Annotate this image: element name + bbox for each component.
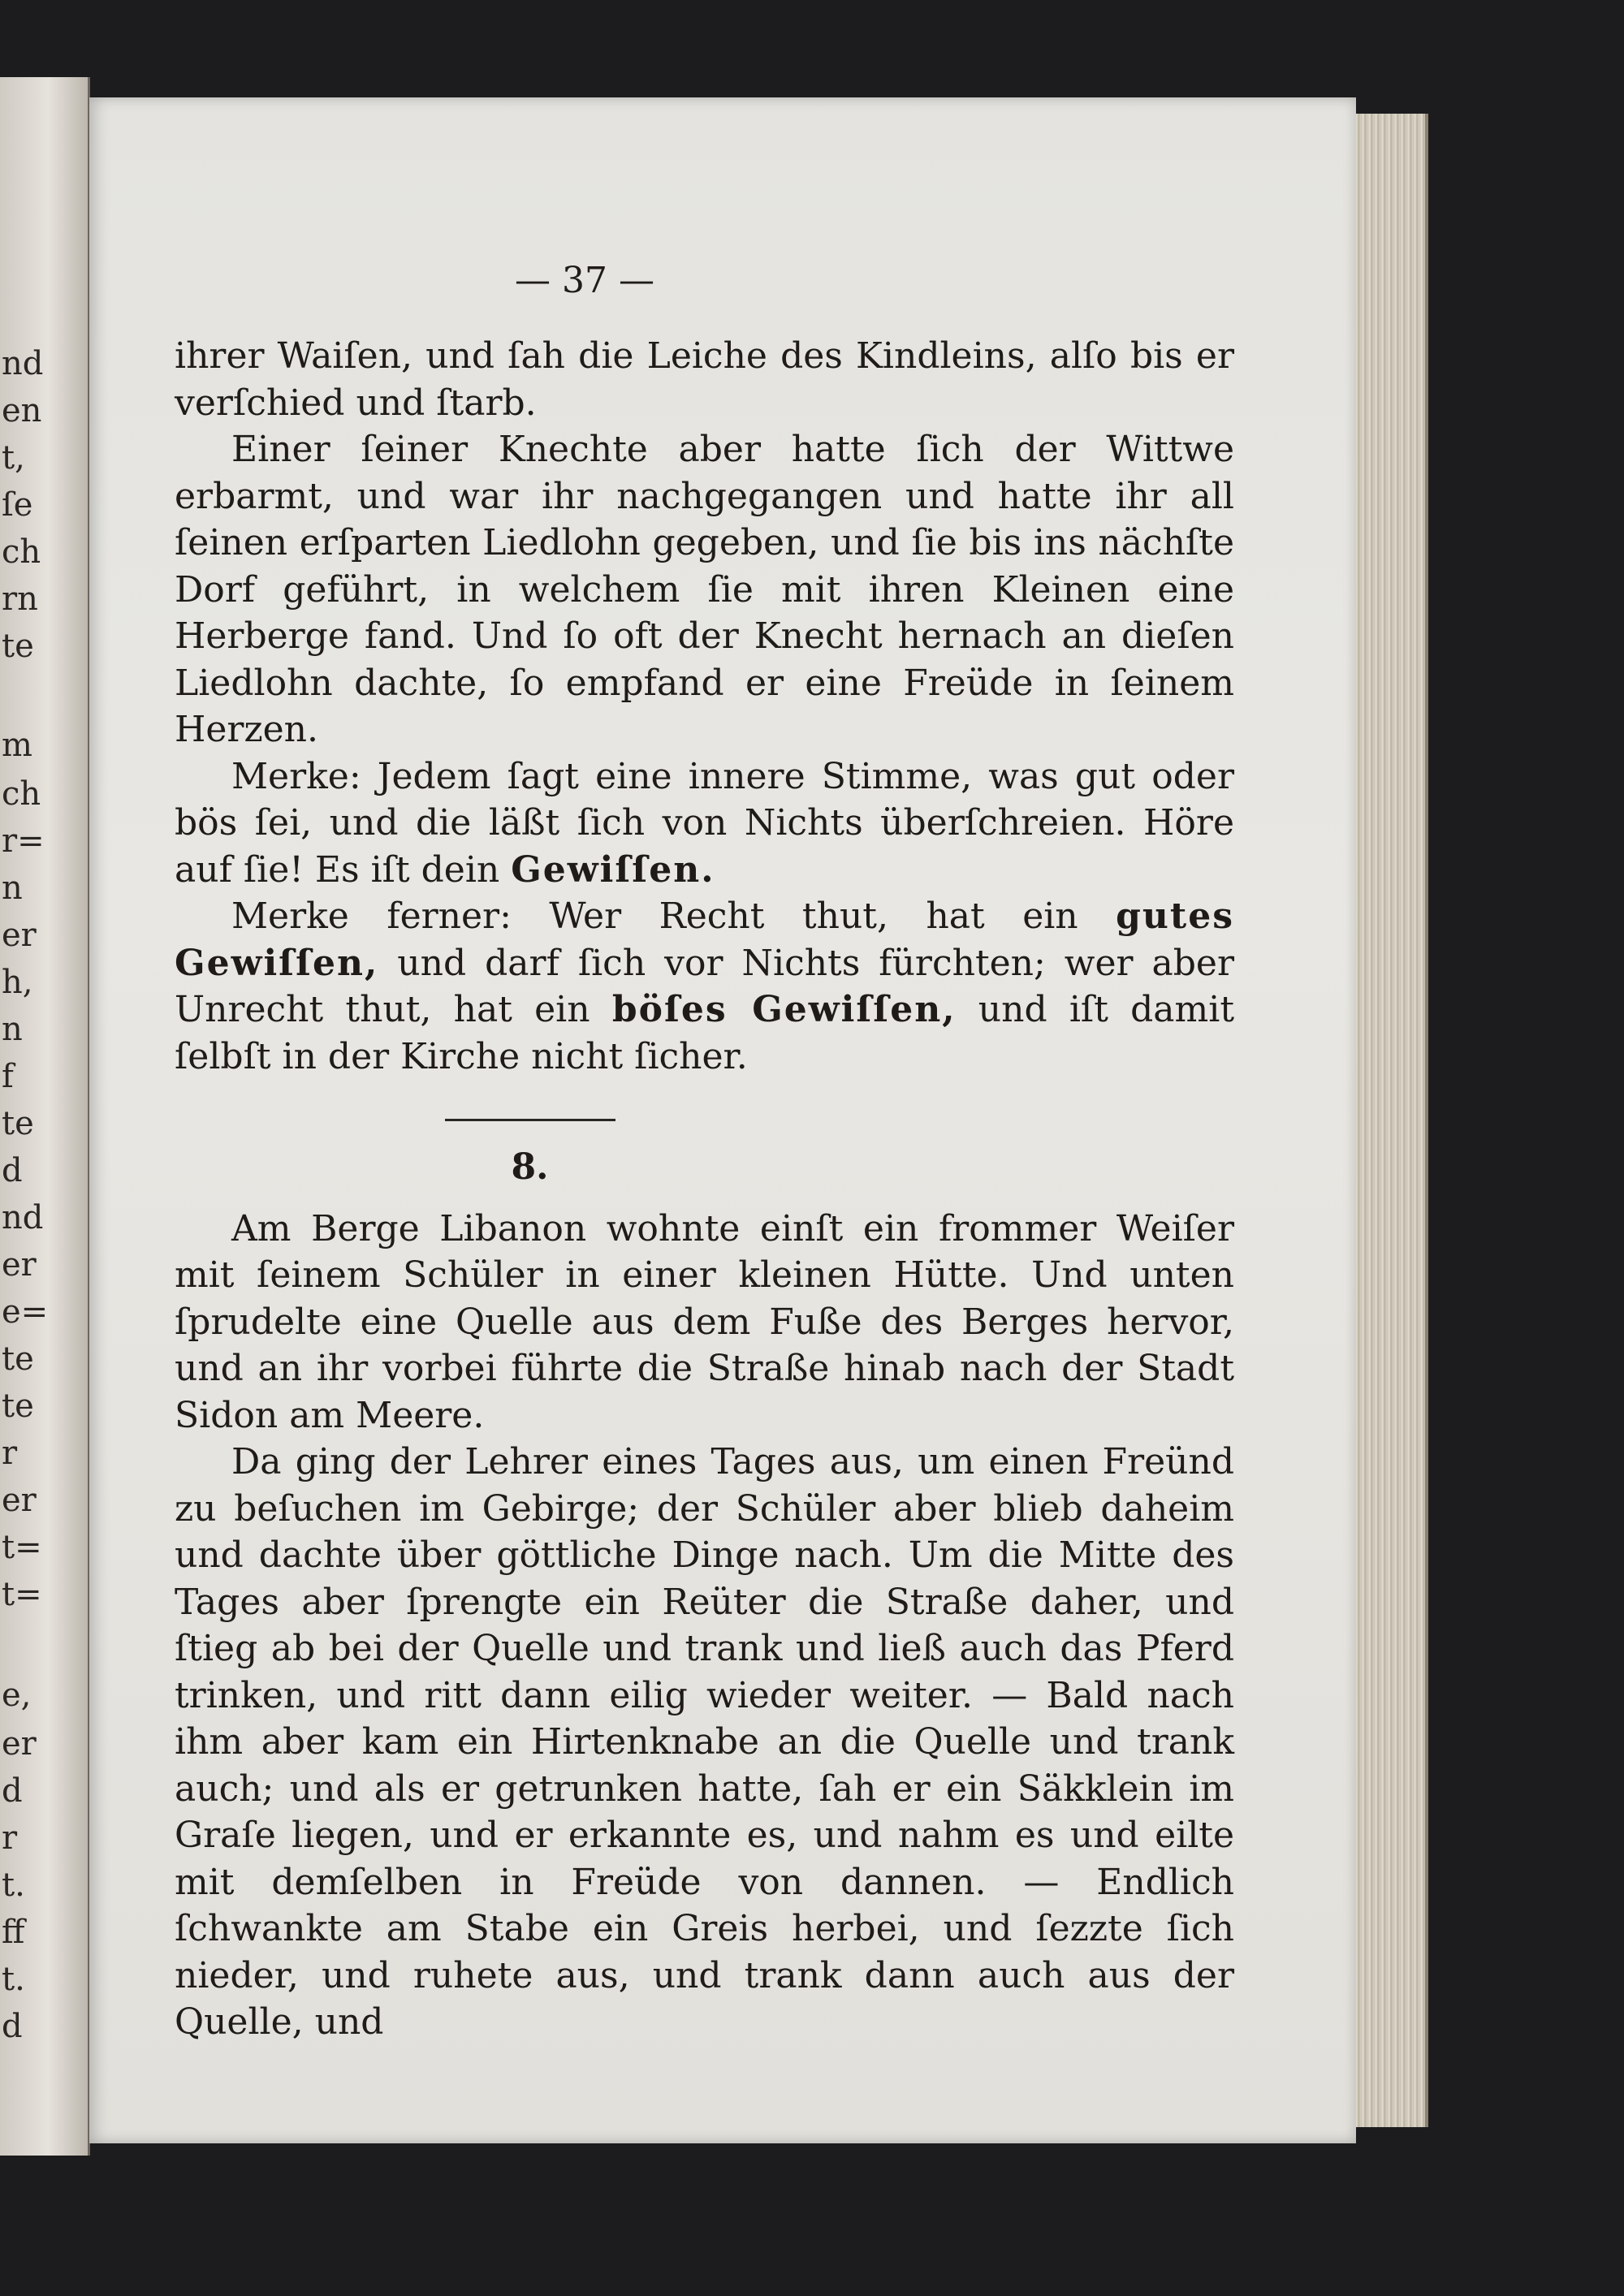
left-page-fragment: n xyxy=(2,1011,23,1048)
left-page-fragment: e, xyxy=(2,1677,32,1714)
page-text xyxy=(175,333,1234,2046)
section-number: 8. xyxy=(511,1146,549,1188)
left-page-fragment: r xyxy=(2,1819,18,1857)
left-page-fragment: rn xyxy=(2,580,38,618)
emphasized-term: böſes Gewiſſen, xyxy=(611,989,957,1030)
left-page-fragment: t. xyxy=(2,1961,25,1998)
left-page-fragment: r xyxy=(2,1435,18,1472)
paragraph xyxy=(175,333,1234,426)
paragraph-text: Merke ferner: Wer Recht thut, hat ein xyxy=(231,896,1116,937)
left-page-fragment: te xyxy=(2,1388,34,1425)
emphasized-term: Gewiſſen. xyxy=(511,848,715,891)
left-page-fragment: n xyxy=(2,870,23,907)
left-page-fragment: te xyxy=(2,1105,34,1142)
left-page-fragment: ſe xyxy=(2,486,33,524)
left-page-fragment: er xyxy=(2,1246,37,1284)
paragraph-text: und iſt damit ſelbſt in der Kirche nicht ſicher. xyxy=(175,989,1234,1077)
left-page-fragment: nd xyxy=(2,1199,44,1236)
paragraph xyxy=(175,753,1234,894)
left-page-fragment: er xyxy=(2,917,37,954)
left-page-fragment: er xyxy=(2,1725,37,1763)
left-page-fragment: ch xyxy=(2,533,41,571)
paragraph-text: und darf ſich vor Nichts fürchten; wer aber Unrecht thut, hat ein xyxy=(175,942,1234,1030)
left-page-fragment: f xyxy=(2,1058,14,1095)
left-page xyxy=(0,77,90,2156)
paragraph xyxy=(175,893,1234,1080)
paragraph xyxy=(175,1439,1234,2046)
left-page-fragment: t, xyxy=(2,439,25,477)
paragraph-text: Einer ſeiner Knechte aber hatte ſich der Wittwe erbarmt, und war ihr nachgegangen und hatte ihr all ſeinen erſparten Liedlohn gegeben, und ſie bis ins nächſte Dorf geführt, in welchem ſie mit ihren Kleinen eine Herberge fand. Und ſo oft der Knecht hernach an dieſen Liedlohn dachte, ſo empfand er eine Freüde in ſeinem Herzen. xyxy=(175,429,1234,750)
left-page-fragment: d xyxy=(2,1772,23,1810)
paragraph-text: Merke: Jedem ſagt eine innere Stimme, was gut oder bös ſei, und die läßt ſich von Nichts überſchreien. Höre auf ſie! Es iſt dein xyxy=(175,755,1234,891)
left-page-fragment: t= xyxy=(2,1576,42,1613)
paragraph xyxy=(175,426,1234,753)
paragraph xyxy=(175,1206,1234,1439)
left-page-fragment: er xyxy=(2,1482,37,1519)
left-page-fragment: nd xyxy=(2,345,44,382)
page-edge xyxy=(1348,114,1428,2127)
section-divider xyxy=(445,1119,615,1121)
paragraph-text: ihrer Waiſen, und ſah die Leiche des Kindleins, alſo bis er verſchied und ſtarb. xyxy=(175,335,1234,424)
left-page-fragment: r= xyxy=(2,822,45,860)
left-page-fragment: te xyxy=(2,1340,34,1378)
left-page-fragment: e= xyxy=(2,1293,49,1331)
left-page-fragment: d xyxy=(2,1152,23,1189)
left-page-fragment: d xyxy=(2,2008,23,2045)
left-page-fragment: t= xyxy=(2,1529,42,1566)
page-number-header xyxy=(89,260,1356,301)
paragraphs-top xyxy=(175,333,1234,1080)
paragraphs-section xyxy=(175,1206,1234,2046)
paragraph-text: Da ging der Lehrer eines Tages aus, um einen Freünd zu beſuchen im Gebirge; der Schüler aber blieb daheim und dachte über göttliche Dinge nach. Um die Mitte des Tages aber ſprengte ein Reüter die Straße daher, und ſtieg ab bei der Quelle und trank und ließ auch das Pferd trinken, und ritt dann eilig wieder weiter. — Bald nach ihm aber kam ein Hirtenknabe an die Quelle und trank auch; und als er getrunken hatte, ſah er ein Säkklein im Graſe liegen, und er erkannte es, und nahm es und eilte mit demſelben in Freüde von dannen. — Endlich ſchwankte am Stabe ein Greis herbei, und ſezzte ſich nieder, und ruhete aus, und trank dann auch aus der Quelle, und xyxy=(175,1441,1234,2043)
left-page-fragment: en xyxy=(2,392,42,429)
left-page-fragment: m xyxy=(2,727,32,764)
left-page-fragment: ch xyxy=(2,775,41,813)
paragraph-text: Am Berge Libanon wohnte einſt ein frommer Weiſer mit ſeinem Schüler in einer kleinen Hütte. Und unten ſprudelte eine Quelle aus dem Fuße des Berges hervor, und an ihr vorbei führte die Straße hinab nach der Stadt Sidon am Meere. xyxy=(175,1207,1234,1436)
book-page xyxy=(89,97,1356,2143)
left-page-fragment: ff xyxy=(2,1914,25,1951)
page-number: — 37 — xyxy=(515,260,654,301)
left-page-fragment: h, xyxy=(2,964,33,1001)
emphasized-term: gutes Gewiſſen, xyxy=(175,896,1234,984)
left-page-fragment: te xyxy=(2,628,34,665)
left-page-fragment: t. xyxy=(2,1867,25,1904)
